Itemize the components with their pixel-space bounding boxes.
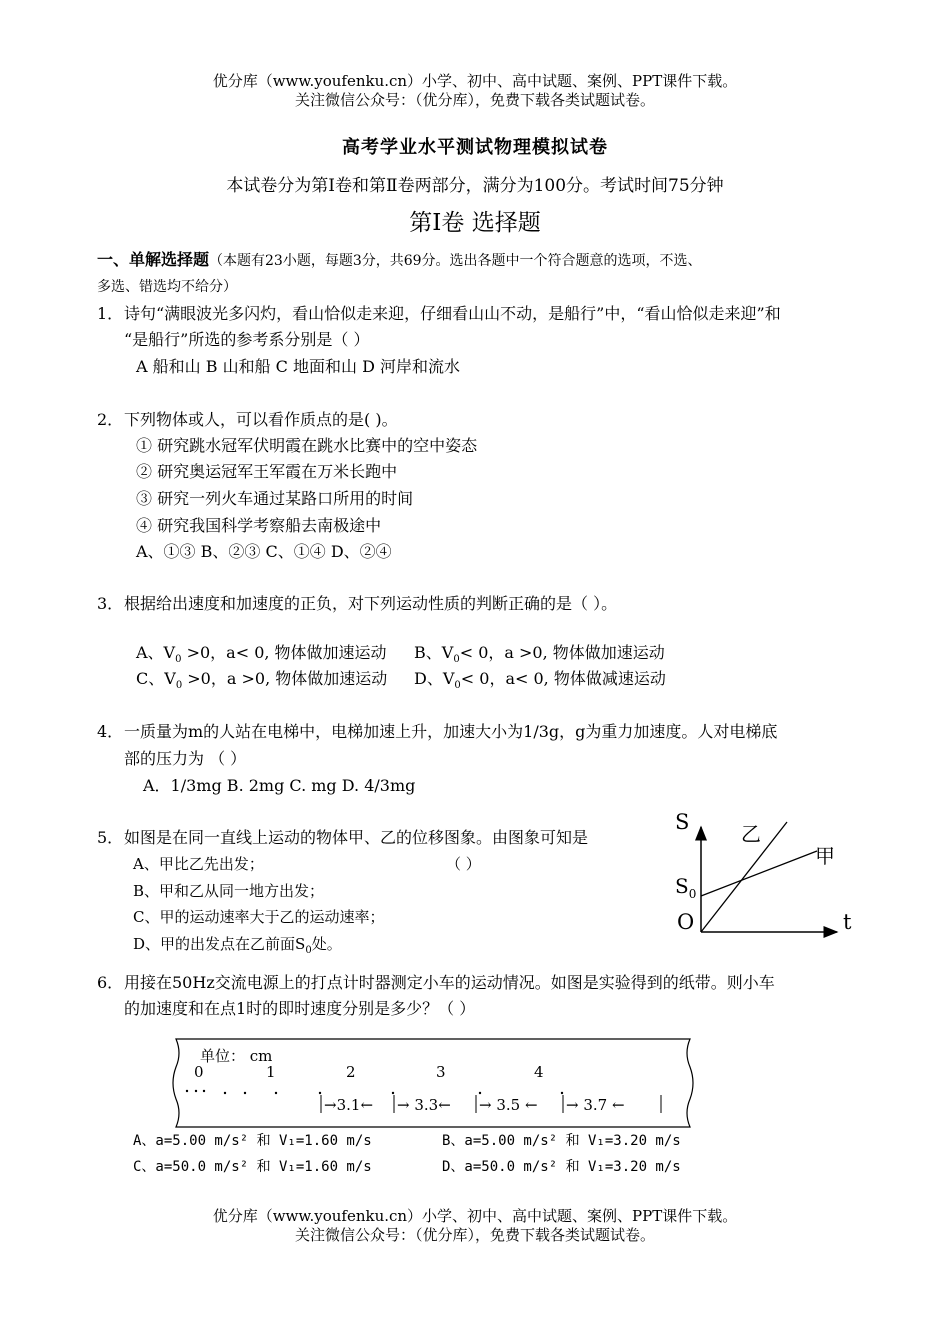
tape-segment-3: → 3.5 ←: [479, 1096, 538, 1114]
q3-option-d: [414, 669, 666, 696]
q4-line-2: 部的压力为 （ ）: [124, 749, 247, 768]
q6-option-b: B、a=5.00 m/s² 和 V₁=3.20 m/s: [442, 1133, 681, 1149]
origin-label: O: [677, 910, 695, 934]
q5-answer-blank: （ ）: [446, 855, 481, 873]
tape-unit: 单位： cm: [200, 1047, 273, 1065]
exam-title: 高考学业水平测试物理模拟试卷: [342, 137, 608, 158]
q3-c-post: >0，a >0, 物体做加速运动: [182, 669, 388, 688]
q3-b-post: < 0，a >0, 物体做加速运动: [459, 643, 665, 662]
footer-line-1: 优分库（www.youfenku.cn）小学、初中、高中试题、案例、PPT课件下载。: [212, 1207, 738, 1225]
q6-option-d: D、a=50.0 m/s² 和 V₁=3.20 m/s: [442, 1159, 681, 1175]
part1-heading: 一、单解选择题: [97, 250, 210, 269]
q2-number: 2．: [97, 410, 124, 429]
q1-line-2: “是船行”所选的参考系分别是（ ）: [124, 330, 370, 349]
q1-options: A 船和山 B 山和船 C 地面和山 D 河岸和流水: [136, 357, 460, 376]
q6-line-1: 用接在50Hz交流电源上的打点计时器测定小车的运动情况。如图是实验得到的纸带。则小车: [124, 973, 775, 992]
s-axis-label: S: [675, 810, 690, 834]
q3-c-sub: 0: [175, 680, 183, 692]
q5-stem: 如图是在同一直线上运动的物体甲、乙的位移图象。由图象可知是: [124, 828, 589, 847]
q6-line-2: 的加速度和在点1时的即时速度分别是多少？（ ）: [124, 999, 476, 1018]
q3-c-pre: C、V: [136, 669, 176, 688]
part1-instructions-1: （本题有23小题，每题3分，共69分。选出各题中一个符合题意的选项，不选、: [209, 253, 702, 269]
q5-displacement-graph: [665, 805, 865, 945]
t-axis-label: t: [843, 910, 852, 934]
q1-line-1: 诗句“满眼波光多闪灼，看山恰似走来迎，仔细看山山不动，是船行”中，“看山恰似走来迎”和: [124, 304, 781, 323]
q2-options: A、①③ B、②③ C、①④ D、②④: [136, 542, 392, 561]
q3-a-post: >0，a< 0, 物体做加速运动: [181, 643, 387, 662]
q5-option-c: C、甲的运动速率大于乙的运动速率；: [133, 908, 385, 926]
q3-a-sub: 0: [175, 654, 182, 666]
q3-option-c: [136, 669, 387, 696]
q6-option-c: C、a=50.0 m/s² 和 V₁=1.60 m/s: [133, 1159, 372, 1175]
q3-option-a: [136, 643, 387, 670]
tape-segment-4: → 3.7 ←: [566, 1096, 625, 1114]
q2-stem: 下列物体或人，可以看作质点的是( )。: [124, 410, 398, 429]
q5-option-d: [133, 934, 342, 961]
q3-b-sub: 0: [453, 654, 460, 666]
q2-item-4: ④ 研究我国科学考察船去南极途中: [136, 516, 382, 535]
tape-seg-4-val: 3.7: [583, 1096, 608, 1114]
q6-option-a: A、a=5.00 m/s² 和 V₁=1.60 m/s: [133, 1133, 372, 1149]
q2-item-2: ② 研究奥运冠军王军霞在万米长跑中: [136, 462, 398, 481]
q3-number: 3．: [97, 594, 124, 613]
q1-number: 1．: [97, 304, 124, 323]
q5-d-pre: D、甲的出发点在乙前面S: [133, 935, 306, 953]
exam-subtitle: 本试卷分为第Ⅰ卷和第Ⅱ卷两部分，满分为100分。考试时间75分钟: [226, 176, 724, 196]
s0-sub: 0: [688, 887, 697, 901]
q5-option-a: A、甲比乙先出发；: [133, 855, 264, 873]
tape-point-3: 3: [436, 1063, 446, 1081]
tape-point-0: 0: [194, 1063, 204, 1081]
part1-instructions-2: 多选、错选均不给分）: [97, 279, 237, 295]
q3-option-b: [414, 643, 665, 670]
q3-stem: 根据给出速度和加速度的正负，对下列运动性质的判断正确的是（ ）。: [124, 594, 618, 613]
tape-segment-1: →3.1←: [324, 1096, 374, 1114]
tape-point-1: 1: [266, 1063, 276, 1081]
tape-seg-3-val: 3.5: [496, 1096, 521, 1114]
q6-paper-tape: [170, 1033, 700, 1133]
q5-d-post: 处。: [311, 935, 342, 953]
footer-line-2: 关注微信公众号：（优分库），免费下载各类试题试卷。: [294, 1226, 655, 1244]
tape-dots: [186, 1090, 563, 1094]
s0-label: [675, 874, 696, 901]
q5-d-sub: 0: [305, 945, 312, 956]
s0-main: S: [675, 874, 689, 898]
tape-point-2: 2: [346, 1063, 356, 1081]
q3-b-pre: B、V: [414, 643, 454, 662]
q3-d-pre: D、V: [414, 669, 455, 688]
tape-seg-2-val: 3.3: [414, 1096, 439, 1114]
q2-item-1: ① 研究跳水冠军伏明霞在跳水比赛中的空中姿态: [136, 436, 478, 455]
q2-item-3: ③ 研究一列火车通过某路口所用的时间: [136, 489, 414, 508]
q5-option-b: B、甲和乙从同一地方出发；: [133, 882, 325, 900]
header-line-1: 优分库（www.youfenku.cn）小学、初中、高中试题、案例、PPT课件下载。: [212, 72, 738, 90]
q3-d-post: < 0，a< 0, 物体做减速运动: [460, 669, 666, 688]
q4-options: A．1/3mg B. 2mg C. mg D. 4/3mg: [143, 776, 416, 795]
jia-label: 甲: [815, 844, 835, 868]
q3-d-sub: 0: [454, 680, 461, 692]
q3-a-pre: A、V: [136, 643, 176, 662]
q5-number: 5．: [97, 828, 124, 847]
part1-heading-line: [97, 250, 702, 270]
section-title: 第Ⅰ卷 选择题: [409, 210, 541, 236]
tape-point-4: 4: [534, 1063, 544, 1081]
yi-label: 乙: [741, 822, 761, 846]
header-line-2: 关注微信公众号：（优分库），免费下载各类试题试卷。: [294, 91, 655, 109]
q4-line-1: 一质量为m的人站在电梯中，电梯加速上升，加速大小为1/3g，g为重力加速度。人对电梯底: [124, 722, 778, 741]
tape-seg-1-val: 3.1: [336, 1096, 361, 1114]
tape-segment-2: → 3.3←: [397, 1096, 451, 1114]
q6-number: 6．: [97, 973, 124, 992]
q4-number: 4．: [97, 722, 124, 741]
